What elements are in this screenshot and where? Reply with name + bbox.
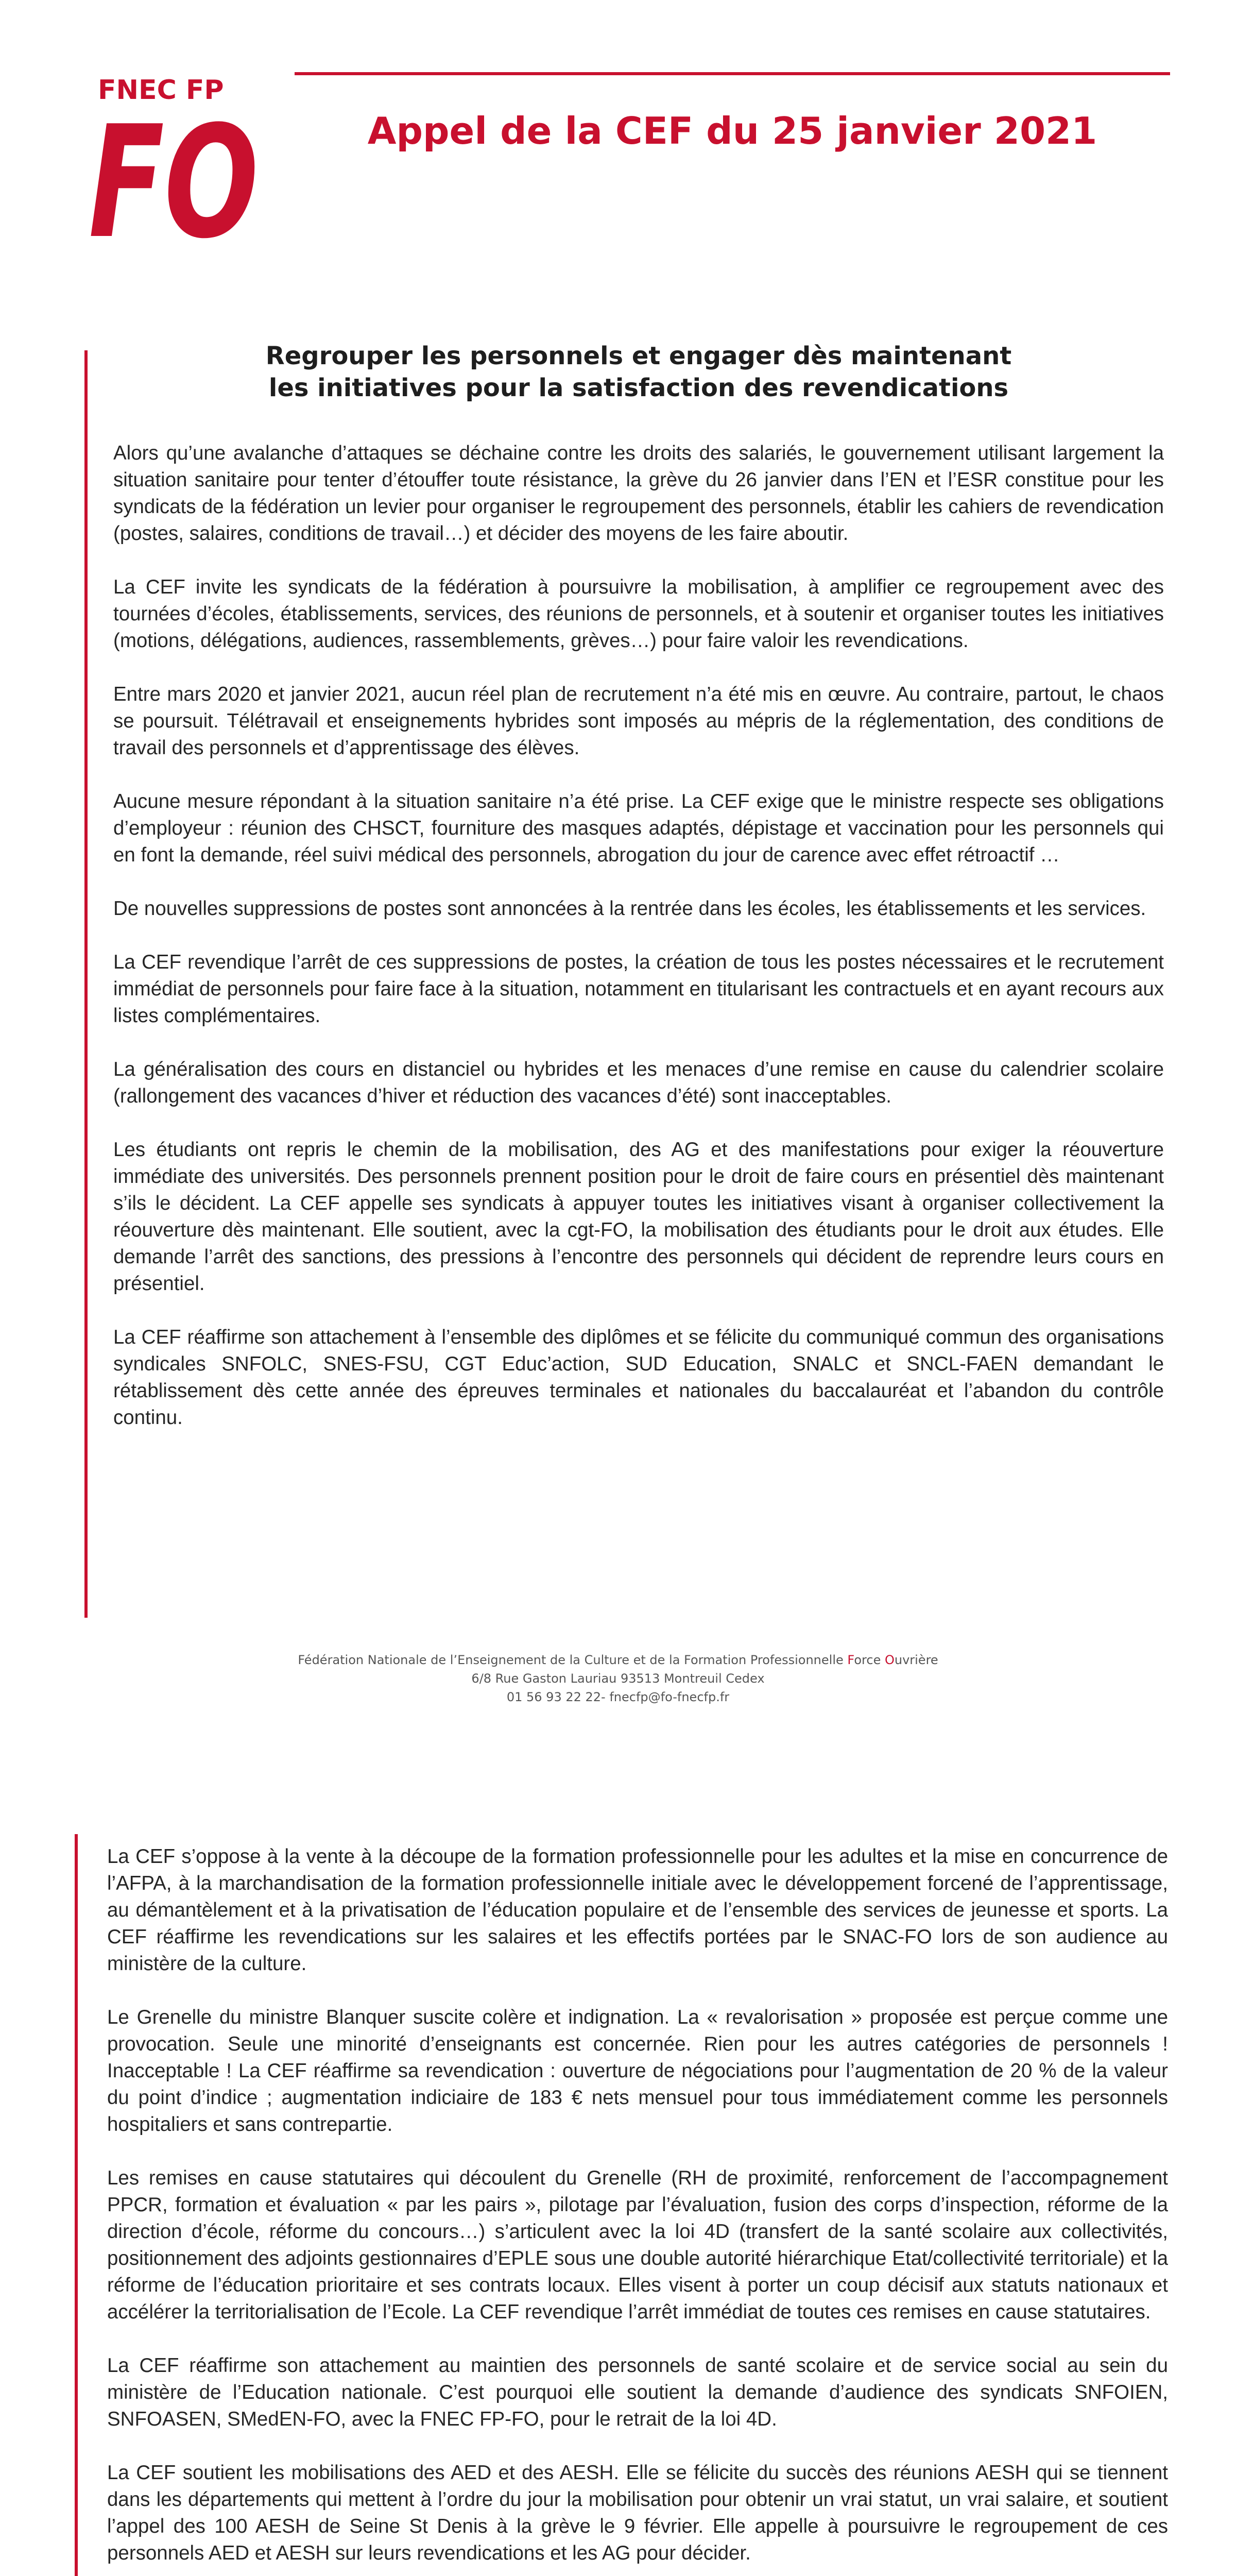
paragraph: Entre mars 2020 et janvier 2021, aucun réel plan de recrutement n’a été mis en œuvre. Au contraire, partout, le chaos se poursuit. Télétravail et enseignements hybrides sont imposés au mépris de la réglementation, des conditions de travail des personnels et d’apprentissage des élèves. [113,683,1164,759]
paragraph: La généralisation des cours en distanciel ou hybrides et les menaces d’une remise en cause du calendrier scolaire (rallongement des vacances d’hiver et réduction des vacances d’été) sont inacceptables. [113,1058,1164,1107]
body-section-2 [107,1843,1168,2576]
paragraph: Les remises en cause statutaires qui découlent du Grenelle (RH de proximité, renforcement de l’accompagnement PPCR, formation et évaluation « par les pairs », pilotage par l’évaluation, fusion des corps d’inspection, réforme de la direction d’école, réforme du concours…) s’articulent avec la loi 4D (transfert de la santé scolaire aux collectivités, positionnement des adjoints gestionnaires d’EPLE sous une double autorité hiérarchique Etat/collectivité territoriale) et la réforme de l’éducation prioritaire et ses contrats locaux. Elles visent à porter un coup décisif aux statuts nationaux et accélérer la territorialisation de l’Ecole. La CEF revendique l’arrêt immédiat de toutes ces remises en cause statutaires. [107,2167,1168,2323]
paragraph: Aucune mesure répondant à la situation sanitaire n’a été prise. La CEF exige que le ministre respecte ses obligations d’employeur : réunion des CHSCT, fourniture des masques adaptés, dépistage et vaccination pour les personnels qui en font la demande, réel suivi médical des personnels, abrogation du jour de carence avec effet rétroactif … [113,790,1164,866]
margin-bar [75,1834,78,2576]
paragraph: Alors qu’une avalanche d’attaques se déchaine contre les droits des salariés, le gouvernement utilisant largement la situation sanitaire pour tenter d’étouffer toute résistance, la grève du 26 janvier dans l’EN et l’ESR constitue pour les syndicats de la fédération un levier pour organiser le regroupement des personnels, établir les cahiers de revendication (postes, salaires, conditions de travail…) et décider des moyens de les faire aboutir. [113,442,1164,545]
paragraph: La CEF invite les syndicats de la fédération à poursuivre la mobilisation, à amplifier ce regroupement avec des tournées d’écoles, établissements, services, des réunions de personnels, et à soutenir et organiser toutes les initiatives (motions, délégations, audiences, rassemblements, grèves…) pour faire valoir les revendications. [113,576,1164,652]
paragraph: Les étudiants ont repris le chemin de la mobilisation, des AG et des manifestations pour exiger la réouverture immédiate des universités. Des personnels prennent position pour le droit de faire cours en présentiel dès maintenant s’ils le décident. La CEF appelle ses syndicats à appuyer toutes les initiatives visant à organiser collectivement la réouverture dès maintenant. Elle soutient, avec la cgt-FO, la mobilisation des étudiants pour le droit aux études. Elle demande l’arrêt des sanctions, des pressions à l’encontre des personnels qui décident de reprendre leurs cours en présentiel. [113,1139,1164,1295]
logo-main-text: FO [89,93,259,247]
paragraph: La CEF soutient les mobilisations des AED et des AESH. Elle se félicite du succès des réunions AESH qui se tiennent dans les départements qui mettent à l’ordre du jour la mobilisation pour obtenir un vrai statut, un vrai salaire, et soutient l’appel des 100 AESH de Seine St Denis à la grève le 9 février. Elle appelle à poursuivre le regroupement de ces personnels AED et AESH sur leurs revendications et les AG pour décider. [107,2462,1168,2564]
document-title: Appel de la CEF du 25 janvier 2021 [367,109,1097,152]
footer-organization: Fédération Nationale de l’Enseignement de la Culture et de la Formation Professionnelle Force Ouvrière [298,1653,938,1667]
paragraph: La CEF s’oppose à la vente à la découpe de la formation professionnelle pour les adultes et la mise en concurrence de l’AFPA, à la marchandisation de la formation professionnelle initiale avec le développement forcené de l’apprentissage, au démantèlement et à la privatisation de l’éducation populaire et de l’ensemble des services de jeunesse et sports. La CEF réaffirme les revendications sur les salaires et les effectifs portées par le SNAC-FO lors de son audience au ministère de la culture. [107,1845,1168,1975]
paragraph: La CEF revendique l’arrêt de ces suppressions de postes, la création de tous les postes nécessaires et le recrutement immédiat de personnels pour faire face à la situation, notamment en titularisant les contractuels et en ayant recours aux listes complémentaires. [113,951,1164,1027]
paragraph: La CEF réaffirme son attachement au maintien des personnels de santé scolaire et de service social au sein du ministère de l’Education nationale. C’est pourquoi elle soutient la demande d’audience des syndicats SNFOIEN, SNFOASEN, SMedEN-FO, avec la FNEC FP-FO, pour le retrait de la loi 4D. [107,2354,1168,2430]
header-rule [295,72,1170,75]
paragraph: De nouvelles suppressions de postes sont annoncées à la rentrée dans les écoles, les établissements et les services. [113,897,1146,920]
logo-top-text: FNEC FP [98,75,224,106]
footer-contact: 01 56 93 22 22- fnecfp@fo-fnecfp.fr [506,1690,730,1704]
subtitle-line-1: Regrouper les personnels et engager dès maintenant [265,342,1012,370]
fnec-fp-fo-logo [89,72,264,247]
footer-address: 6/8 Rue Gaston Lauriau 93513 Montreuil Cedex [471,1671,765,1686]
body-section-1 [113,440,1164,1458]
paragraph: La CEF réaffirme son attachement à l’ensemble des diplômes et se félicite du communiqué commun des organisations syndicales SNFOLC, SNES-FSU, CGT Educ’action, SUD Education, SNALC et SNCL-FAEN demandant le rétablissement dès cette année des épreuves terminales et nationales du baccalauréat et l’abandon du contrôle continu. [113,1326,1164,1429]
margin-bar [84,350,88,1618]
paragraph: Le Grenelle du ministre Blanquer suscite colère et indignation. La « revalorisation » proposée est perçue comme une provocation. Seule une minorité d’enseignants est concernée. Rien pour les autres catégories de personnels ! Inacceptable ! La CEF réaffirme sa revendication : ouverture de négociations pour l’augmentation de 20 % de la valeur du point d’indice ; augmentation indiciaire de 183 € nets mensuel pour tous immédiatement comme les personnels hospitaliers et sans contrepartie. [107,2006,1168,2136]
section-subtitle [113,340,1164,404]
page-footer [0,1651,1236,1706]
subtitle-line-2: les initiatives pour la satisfaction des revendications [268,374,1009,402]
